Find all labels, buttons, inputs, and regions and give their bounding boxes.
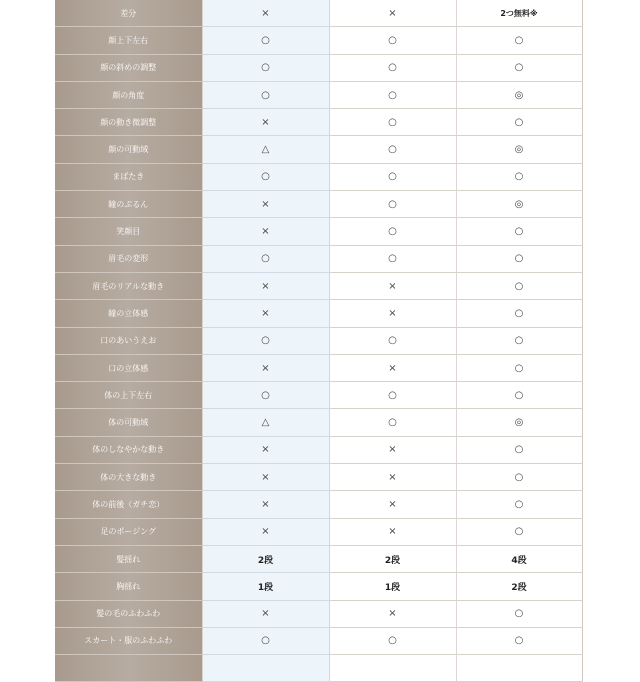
plan-b-cell: 1段 xyxy=(329,573,456,600)
plan-a-cell: ○ xyxy=(202,382,329,409)
feature-label: 胸揺れ xyxy=(55,573,202,600)
feature-label: 口のあいうえお xyxy=(55,327,202,354)
feature-label: 顔の動き微調整 xyxy=(55,109,202,136)
plan-c-cell: ○ xyxy=(456,272,582,299)
feature-label: 瞳のぷるん xyxy=(55,191,202,218)
plan-b-cell xyxy=(329,655,456,682)
plan-a-cell: 2段 xyxy=(202,545,329,572)
plan-b-cell: × xyxy=(329,491,456,518)
table-row xyxy=(55,109,582,136)
plan-c-cell: ◎ xyxy=(456,136,582,163)
plan-a-cell: × xyxy=(202,109,329,136)
table-row xyxy=(55,573,582,600)
plan-a-cell: ○ xyxy=(202,327,329,354)
plan-a-cell: × xyxy=(202,272,329,299)
plan-c-cell: ○ xyxy=(456,218,582,245)
plan-a-cell xyxy=(202,655,329,682)
table-row xyxy=(55,327,582,354)
feature-label: 足のポージング xyxy=(55,518,202,545)
plan-c-cell: ○ xyxy=(456,54,582,81)
plan-c-cell: ○ xyxy=(456,600,582,627)
feature-label: 顔の角度 xyxy=(55,81,202,108)
plan-c-cell: ○ xyxy=(456,109,582,136)
plan-c-cell xyxy=(456,655,582,682)
table-row xyxy=(55,191,582,218)
plan-a-cell: × xyxy=(202,491,329,518)
plan-a-cell: × xyxy=(202,354,329,381)
plan-a-cell: × xyxy=(202,464,329,491)
feature-label: 顔の可動域 xyxy=(55,136,202,163)
plan-c-cell: 2つ無料※ xyxy=(456,0,582,27)
plan-a-cell: ○ xyxy=(202,627,329,654)
plan-c-cell: ○ xyxy=(456,627,582,654)
table-row xyxy=(55,655,582,682)
plan-a-cell: × xyxy=(202,0,329,27)
table-row xyxy=(55,545,582,572)
table-row xyxy=(55,382,582,409)
plan-c-cell: ○ xyxy=(456,491,582,518)
plan-c-cell: ○ xyxy=(456,382,582,409)
plan-a-cell: △ xyxy=(202,409,329,436)
plan-c-cell: ○ xyxy=(456,245,582,272)
plan-a-cell: ○ xyxy=(202,163,329,190)
feature-label: スカート・服のふわふわ xyxy=(55,627,202,654)
feature-label: 体の上下左右 xyxy=(55,382,202,409)
table-row xyxy=(55,491,582,518)
plan-a-cell: ○ xyxy=(202,81,329,108)
table-row xyxy=(55,136,582,163)
plan-c-cell: ○ xyxy=(456,27,582,54)
plan-a-cell: × xyxy=(202,218,329,245)
plan-b-cell: × xyxy=(329,436,456,463)
plan-c-cell: ○ xyxy=(456,436,582,463)
plan-c-cell: 4段 xyxy=(456,545,582,572)
table-body xyxy=(55,0,582,682)
table-row xyxy=(55,600,582,627)
feature-label: 笑顔目 xyxy=(55,218,202,245)
plan-b-cell: × xyxy=(329,354,456,381)
plan-c-cell: ○ xyxy=(456,518,582,545)
plan-a-cell: × xyxy=(202,600,329,627)
plan-c-cell: ○ xyxy=(456,464,582,491)
feature-label: 眉毛のリアルな動き xyxy=(55,272,202,299)
plan-b-cell: ○ xyxy=(329,191,456,218)
table-row xyxy=(55,27,582,54)
plan-b-cell: ○ xyxy=(329,382,456,409)
table-row xyxy=(55,300,582,327)
feature-label: 体の可動域 xyxy=(55,409,202,436)
plan-b-cell: ○ xyxy=(329,54,456,81)
feature-label: まばたき xyxy=(55,163,202,190)
plan-c-cell: ◎ xyxy=(456,191,582,218)
feature-label: 体のしなやかな動き xyxy=(55,436,202,463)
comparison-table-wrapper xyxy=(55,0,582,647)
plan-a-cell: × xyxy=(202,300,329,327)
table-row xyxy=(55,354,582,381)
feature-label: 髪の毛のふわふわ xyxy=(55,600,202,627)
feature-label: 差分 xyxy=(55,0,202,27)
plan-b-cell: ○ xyxy=(329,409,456,436)
plan-c-cell: ○ xyxy=(456,300,582,327)
plan-c-cell: ○ xyxy=(456,163,582,190)
table-row xyxy=(55,464,582,491)
table-row xyxy=(55,518,582,545)
plan-a-cell: × xyxy=(202,191,329,218)
plan-b-cell: × xyxy=(329,464,456,491)
plan-c-cell: ◎ xyxy=(456,409,582,436)
plan-b-cell: × xyxy=(329,272,456,299)
table-row xyxy=(55,81,582,108)
plan-b-cell: ○ xyxy=(329,109,456,136)
plan-b-cell: ○ xyxy=(329,627,456,654)
plan-a-cell: △ xyxy=(202,136,329,163)
plan-b-cell: ○ xyxy=(329,27,456,54)
plan-b-cell: × xyxy=(329,600,456,627)
plan-a-cell: ○ xyxy=(202,54,329,81)
table-row xyxy=(55,54,582,81)
plan-b-cell: × xyxy=(329,518,456,545)
feature-label: 体の前後（ガチ恋） xyxy=(55,491,202,518)
plan-b-cell: ○ xyxy=(329,245,456,272)
plan-a-cell: × xyxy=(202,436,329,463)
table-row xyxy=(55,245,582,272)
plan-c-cell: ◎ xyxy=(456,81,582,108)
feature-label: 体の大きな動き xyxy=(55,464,202,491)
table-row xyxy=(55,218,582,245)
plan-c-cell: ○ xyxy=(456,327,582,354)
plan-b-cell: × xyxy=(329,0,456,27)
plan-c-cell: 2段 xyxy=(456,573,582,600)
feature-label: 口の立体感 xyxy=(55,354,202,381)
plan-a-cell: × xyxy=(202,518,329,545)
feature-label: 顔の斜めの調整 xyxy=(55,54,202,81)
plan-b-cell: × xyxy=(329,300,456,327)
plan-b-cell: ○ xyxy=(329,327,456,354)
plan-b-cell: ○ xyxy=(329,218,456,245)
feature-label: 髪揺れ xyxy=(55,545,202,572)
plan-b-cell: ○ xyxy=(329,136,456,163)
feature-label: 眉毛の変形 xyxy=(55,245,202,272)
table-row xyxy=(55,272,582,299)
plan-b-cell: ○ xyxy=(329,163,456,190)
plan-a-cell: ○ xyxy=(202,245,329,272)
feature-label: 顔上下左右 xyxy=(55,27,202,54)
table-row xyxy=(55,163,582,190)
feature-label: 瞳の立体感 xyxy=(55,300,202,327)
plan-b-cell: ○ xyxy=(329,81,456,108)
table-row xyxy=(55,409,582,436)
plan-c-cell: ○ xyxy=(456,354,582,381)
plan-a-cell: ○ xyxy=(202,27,329,54)
plan-a-cell: 1段 xyxy=(202,573,329,600)
plan-b-cell: 2段 xyxy=(329,545,456,572)
table-row xyxy=(55,436,582,463)
table-row xyxy=(55,627,582,654)
table-row xyxy=(55,0,582,27)
feature-label-partial xyxy=(55,655,202,682)
feature-comparison-table xyxy=(55,0,583,682)
